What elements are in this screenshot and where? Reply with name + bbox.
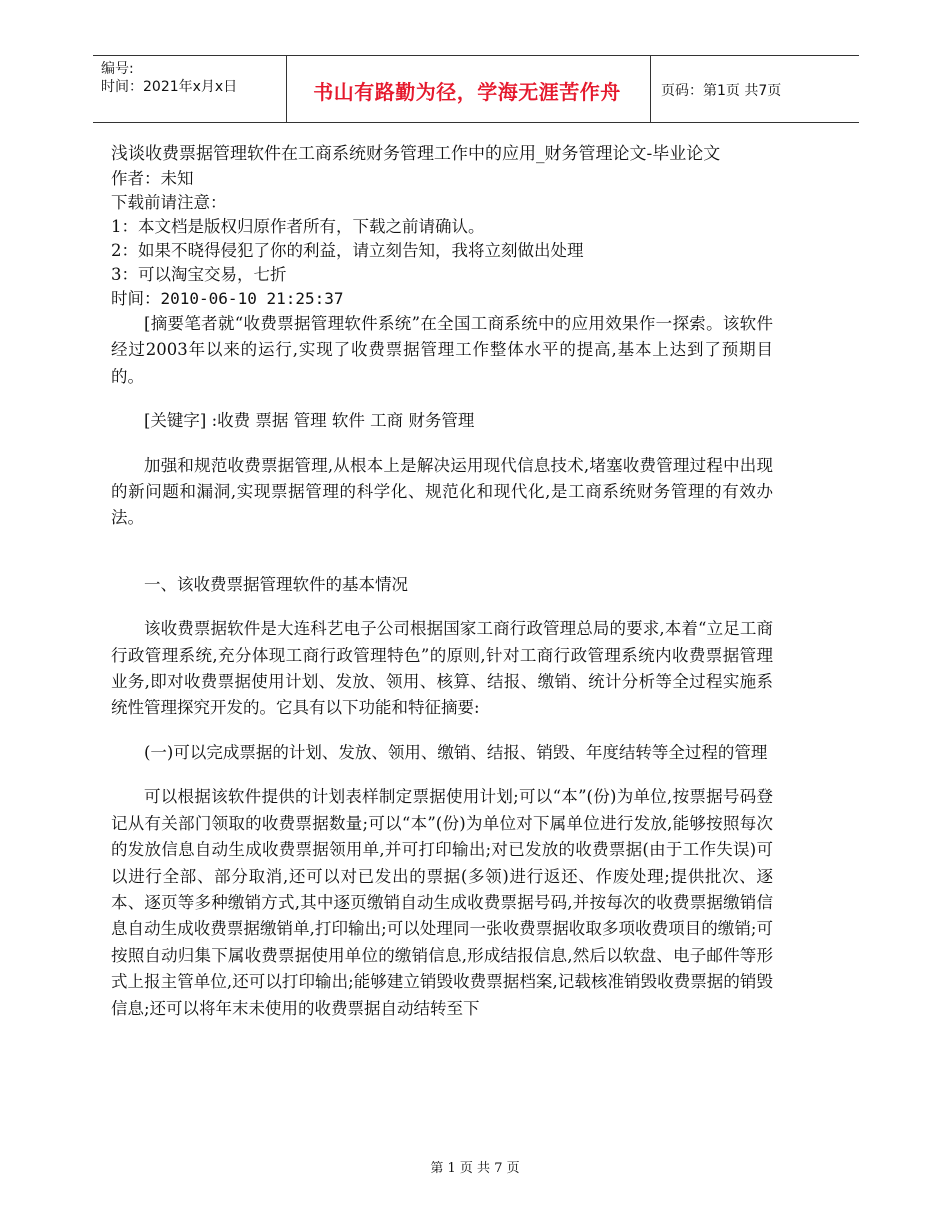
header-divider-right bbox=[650, 56, 651, 122]
intro-paragraph: 加强和规范收费票据管理,从根本上是解决运用现代信息技术,堵塞收费管理过程中出现的新问题和漏洞,实现票据管理的科学化、规范化和现代化,是工商系统财务管理的有效办法。 bbox=[111, 455, 773, 528]
notice-item: 3：可以淘宝交易，七折 bbox=[111, 265, 287, 284]
author: 作者：未知 bbox=[111, 169, 194, 188]
page-footer: 第 1 页 共 7 页 bbox=[430, 1161, 520, 1176]
notice-item: 2：如果不晓得侵犯了你的利益，请立刻告知，我将立刻做出处理 bbox=[111, 241, 584, 260]
header-page-info: 页码：第1页 共7页 bbox=[661, 83, 782, 99]
header-meta bbox=[101, 60, 237, 96]
publish-time-label: 时间： bbox=[111, 289, 161, 308]
abstract-paragraph: [摘要笔者就“收费票据管理软件系统”在全国工商系统中的应用效果作一探索。该软件经过2003年以来的运行,实现了收费票据管理工作整体水平的提高,基本上达到了预期目的。 bbox=[111, 314, 773, 386]
notice-title: 下载前请注意： bbox=[111, 193, 227, 212]
subsection-heading: (一)可以完成票据的计划、发放、领用、缴销、结报、销毁、年度结转等全过程的管理 bbox=[144, 742, 768, 762]
header-motto: 书山有路勤为径，学海无涯苦作舟 bbox=[313, 80, 621, 104]
subsection-paragraph: 可以根据该软件提供的计划表样制定票据使用计划;可以“本”(份)为单位,按票据号码登记从有关部门领取的收费票据数量;可以“本”(份)为单位对下属单位进行发放,能够按照每次的发放信息自动生成收费票据领用单,并可打印输出;对已发放的收费票据(由于工作失误)可以进行全部、部分取消,还可以对已发出的票据(多领)进行返还、作废处理;提供批次、逐本、逐页等多种缴销方式,其中逐页缴销自动生成收费票据号码,并按每次的收费票据缴销信息自动生成收费票据缴销单,打印输出;可以处理同一张收费票据收取多项收费项目的缴销;可按照自动归集下属收费票据使用单位的缴销信息,形成结报信息,然后以软盘、电子邮件等形式上报主管单位,还可以打印输出;能够建立销毁收费票据档案,记载核准销毁收费票据的销毁信息;还可以将年末未使用的收费票据自动结转至下 bbox=[111, 787, 773, 1018]
publish-time bbox=[111, 287, 773, 311]
header-time-label: 时间：2021年x月x日 bbox=[101, 79, 238, 95]
notice-item: 1：本文档是版权归原作者所有，下载之前请确认。 bbox=[111, 217, 485, 236]
number-label: 编号: bbox=[101, 61, 134, 77]
section-paragraph: 该收费票据软件是大连科艺电子公司根据国家工商行政管理总局的要求,本着“立足工商行政管理系统,充分体现工商行政管理特色”的原则,针对工商行政管理系统内收费票据管理业务,即对收费票据使用计划、发放、领用、核算、结报、缴销、统计分析等全过程实施系统性管理探究开发的。它具有以下功能和特征摘要: bbox=[111, 619, 773, 718]
publish-time-value: 2010-06-10 21:25:37 bbox=[160, 289, 344, 308]
keywords-paragraph: [关键字] :收费 票据 管理 软件 工商 财务管理 bbox=[144, 411, 475, 431]
page-header bbox=[93, 55, 859, 123]
section-heading: 一、该收费票据管理软件的基本情况 bbox=[144, 574, 408, 594]
document-body bbox=[111, 142, 773, 1022]
document-title: 浅谈收费票据管理软件在工商系统财务管理工作中的应用_财务管理论文-毕业论文 bbox=[111, 144, 721, 164]
